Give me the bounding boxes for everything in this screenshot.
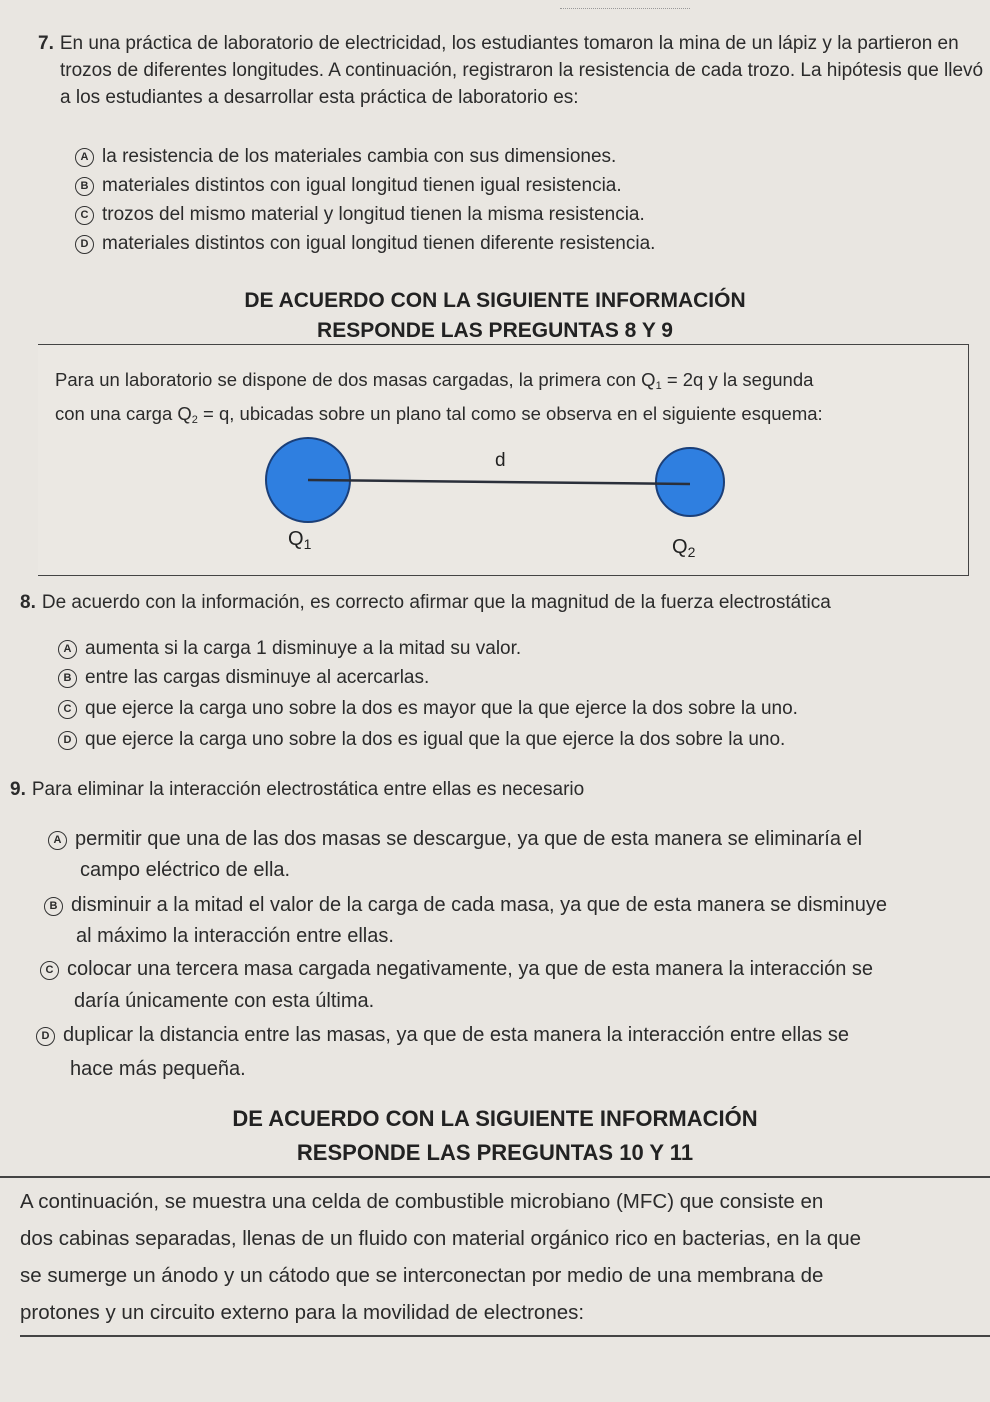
question-9-text: Para eliminar la interacción electrostática entre ellas es necesario — [31, 779, 585, 800]
q9-option-c-text: colocar una tercera masa cargada negativamente, ya que de esta manera la interacción se — [67, 958, 874, 980]
q8-option-c-text: que ejerce la carga uno sobre la dos es mayor que la que ejerce la dos sobre la uno. — [85, 698, 798, 719]
section-divider-bottom — [20, 1335, 990, 1337]
q8-option-a[interactable] — [58, 635, 521, 662]
q8-option-d-text: que ejerce la carga uno sobre la dos es igual que la que ejerce la dos sobre la uno. — [85, 729, 786, 750]
q9-option-d-text: duplicar la distancia entre las masas, ya que de esta manera la interacción entre ellas se — [63, 1024, 849, 1046]
q8-option-c[interactable] — [58, 695, 798, 722]
option-c-badge: C — [75, 206, 94, 225]
option-b-badge: B — [58, 669, 77, 688]
section-heading-1-line1: DE ACUERDO CON LA SIGUIENTE INFORMACIÓN — [244, 289, 746, 312]
q8-option-a-text: aumenta si la carga 1 disminuye a la mitad su valor. — [85, 638, 522, 659]
distance-label: d — [495, 450, 506, 471]
question-9 — [10, 776, 980, 803]
q9-option-b-text: disminuir a la mitad el valor de la carga de cada masa, ya que de esta manera se disminuye — [71, 894, 887, 916]
option-a-badge: A — [48, 831, 67, 850]
q8-option-d[interactable] — [58, 726, 785, 753]
info-box-charges-text: Para un laboratorio se dispone de dos masas cargadas, la primera con $Q_1 = 2q$ y la segunda con una carga $Q_2 = q$, ubicadas sobre un plano tal como se observa en el siguiente esquema: — [55, 369, 823, 426]
info-paragraph-mfc — [20, 1183, 975, 1331]
option-d-badge: D — [58, 731, 77, 750]
q9-option-d-cont: hace más pequeña. — [70, 1058, 246, 1080]
question-7-number: 7. — [38, 33, 54, 54]
q8-option-b-text: entre las cargas disminuye al acercarlas. — [85, 667, 430, 688]
q9-option-a-cont: campo eléctrico de ella. — [80, 859, 291, 881]
question-9-number: 9. — [10, 779, 26, 800]
info-paragraph-line-3: se sumerge un ánodo y un cátodo que se interconectan por medio de una membrana de — [20, 1264, 824, 1287]
q9-option-a-text: permitir que una de las dos masas se descargue, ya que de esta manera se eliminaría el — [75, 828, 863, 850]
section-divider-top — [0, 1176, 990, 1178]
option-b-badge: B — [75, 177, 94, 196]
option-a-badge: A — [58, 640, 77, 659]
q9-option-c[interactable] — [40, 956, 873, 983]
charge-2-label: $Q_2$ — [672, 536, 696, 560]
option-a-badge: A — [75, 148, 94, 167]
question-8-number: 8. — [20, 592, 36, 613]
q9-option-c-cont: daría únicamente con esta última. — [74, 990, 375, 1012]
info-paragraph-line-2: dos cabinas separadas, llenas de un fluido con material orgánico rico en bacterias, en la que — [20, 1227, 862, 1250]
charge-sphere-2 — [656, 448, 724, 516]
q9-option-d[interactable] — [36, 1022, 849, 1049]
option-c-badge: C — [58, 700, 77, 719]
section-heading-1-line2: RESPONDE LAS PREGUNTAS 8 Y 9 — [317, 319, 673, 342]
section-heading-2 — [0, 1104, 990, 1168]
question-8 — [20, 589, 980, 616]
section-heading-2-line1: DE ACUERDO CON LA SIGUIENTE INFORMACIÓN — [232, 1106, 758, 1131]
q7-option-b-text: materiales distintos con igual longitud tienen igual resistencia. — [102, 175, 622, 196]
q9-option-a[interactable] — [48, 826, 862, 853]
q9-option-b-cont: al máximo la interacción entre ellas. — [76, 925, 394, 947]
option-d-badge: D — [75, 235, 94, 254]
question-7-text: En una práctica de laboratorio de electricidad, los estudiantes tomaron la mina de un lápiz y la partieron en trozos de diferentes longitudes. A continuación, registraron la resistencia de cada trozo. La hipótesis que llevó a los estudiantes a desarrollar esta práctica de laboratorio es: — [59, 33, 984, 108]
info-paragraph-line-1: A continuación, se muestra una celda de combustible microbiano (MFC) que consiste en — [20, 1190, 824, 1213]
q9-option-b[interactable] — [44, 892, 887, 919]
charge-1-label: $Q_1$ — [288, 528, 312, 552]
q8-option-b[interactable] — [58, 664, 429, 691]
option-b-badge: B — [44, 897, 63, 916]
q7-option-d-text: materiales distintos con igual longitud tienen diferente resistencia. — [102, 233, 656, 254]
option-c-badge: C — [40, 961, 59, 980]
info-paragraph-line-4: protones y un circuito externo para la movilidad de electrones: — [20, 1301, 585, 1324]
question-8-text: De acuerdo con la información, es correcto afirmar que la magnitud de la fuerza electrostática — [41, 592, 831, 613]
section-heading-2-line2: RESPONDE LAS PREGUNTAS 10 Y 11 — [296, 1140, 694, 1165]
option-d-badge: D — [36, 1027, 55, 1046]
distance-line — [308, 480, 690, 484]
q7-option-c-text: trozos del mismo material y longitud tienen la misma resistencia. — [102, 204, 645, 225]
q7-option-a-text: la resistencia de los materiales cambia con sus dimensiones. — [102, 146, 617, 167]
